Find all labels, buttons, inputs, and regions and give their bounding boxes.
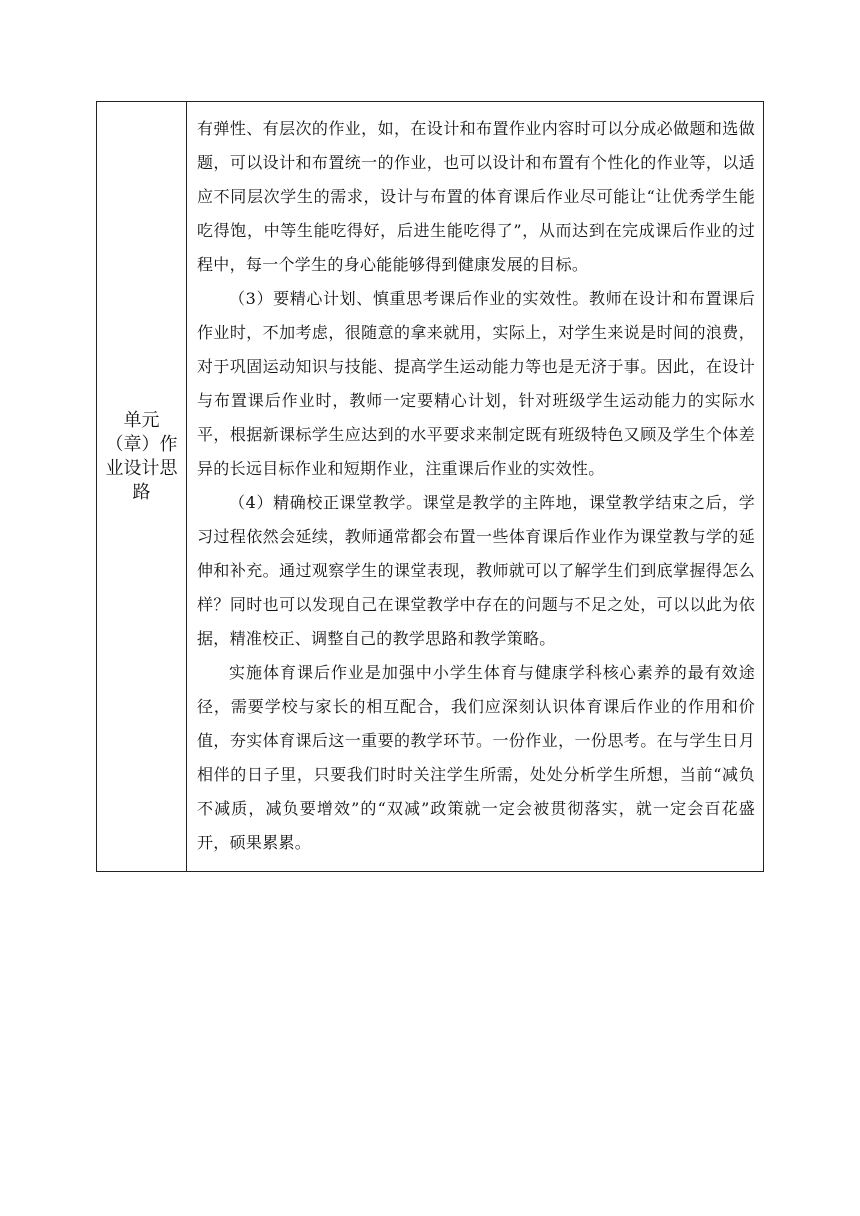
content-cell	[187, 102, 763, 871]
paragraph-2: （3）要精心计划、慎重思考课后作业的实效性。教师在设计和布置课后作业时，不加考虑，很随意的拿来就用，实际上，对学生来说是时间的浪费，对于巩固运动知识与技能、提高学生运动能力等也是无济于事。因此，在设计与布置课后作业时，教师一定要精心计划，针对班级学生运动能力的实际水平，根据新课标学生应达到的水平要求来制定既有班级特色又顾及学生个体差异的长远目标作业和短期作业，注重课后作业的实效性。	[197, 289, 755, 478]
label-cell	[97, 102, 187, 871]
paragraph-3: （4）精确校正课堂教学。课堂是教学的主阵地，课堂教学结束之后，学习过程依然会延续，教师通常都会布置一些体育课后作业作为课堂教与学的延伸和补充。通过观察学生的课堂表现，教师就可以了解学生们到底掌握得怎么样？同时也可以发现自己在课堂教学中存在的问题与不足之处，可以以此为依据，精准校正、调整自己的教学思路和教学策略。	[197, 493, 755, 648]
paragraph-4: 实施体育课后作业是加强中小学生体育与健康学科核心素养的最有效途径，需要学校与家长的相互配合，我们应深刻认识体育课后作业的作用和价值，夯实体育课后这一重要的教学环节。一份作业，一份思考。在与学生日月相伴的日子里，只要我们时时关注学生所需，处处分析学生所想，当前“减负不减质，减负要增效”的“双减”政策就一定会被贯彻落实，就一定会百花盛开，硕果累累。	[197, 663, 755, 852]
design-table	[96, 101, 764, 872]
paragraph-1: 有弹性、有层次的作业，如，在设计和布置作业内容时可以分成必做题和选做题，可以设计和布置统一的作业，也可以设计和布置有个性化的作业等，以适应不同层次学生的需求，设计与布置的体育课后作业尽可能让“让优秀学生能吃得饱，中等生能吃得好，后进生能吃得了”，从而达到在完成课后作业的过程中，每一个学生的身心能能够得到健康发展的目标。	[197, 119, 755, 274]
section-label: 单元（章）作业设计思路	[105, 409, 178, 503]
